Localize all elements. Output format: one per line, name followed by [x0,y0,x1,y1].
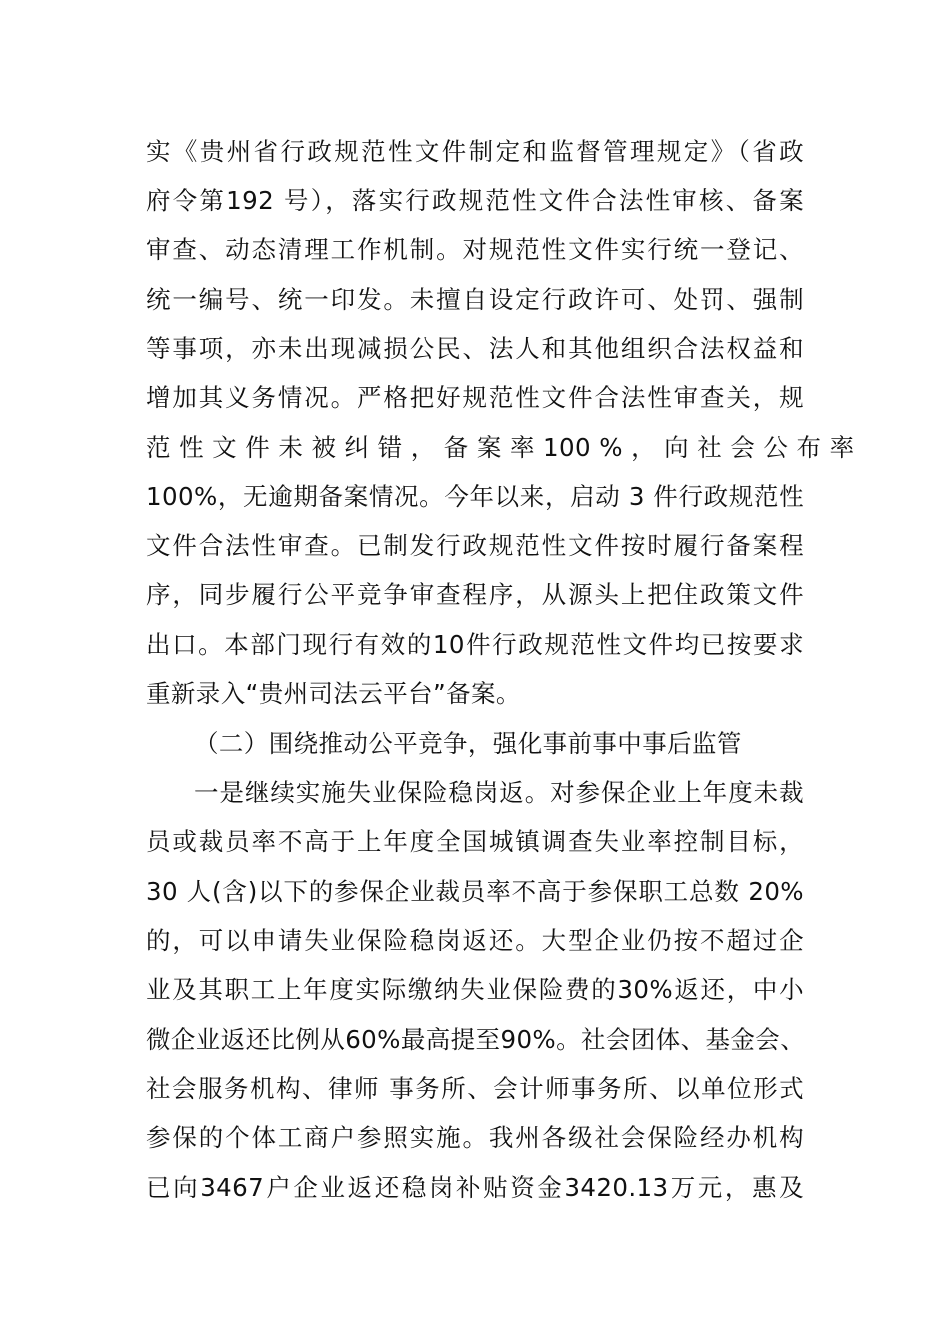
body-text-line: 府令第192 号），落实行政规范性文件合法性审核、备案 [146,186,804,215]
body-text-line: 社会服务机构、律师 事务所、会计师事务所、以单位形式 [146,1074,804,1103]
body-text-line: 审查、动态清理工作机制。对规范性文件实行统一登记、 [146,235,804,264]
body-text-line: 重新录入“贵州司法云平台”备案。 [146,679,521,708]
body-text-line: 序，同步履行公平竞争审查程序，从源头上把住政策文件 [146,580,804,609]
body-text-line: 等事项，亦未出现减损公民、法人和其他组织合法权益和 [146,334,804,363]
body-text-line: 增加其义务情况。严格把好规范性文件合法性审查关，规 [146,383,804,412]
body-text-line: 一是继续实施失业保险稳岗返。对参保企业上年度未裁 [194,778,804,807]
body-text-line: 微企业返还比例从60%最高提至90%。社会团体、基金会、 [146,1025,806,1054]
body-text-line: 已向3467户企业返还稳岗补贴资金3420.13万元，惠及 [146,1173,804,1202]
body-text-line: 的，可以申请失业保险稳岗返还。大型企业仍按不超过企 [146,926,804,955]
body-text-line: 业及其职工上年度实际缴纳失业保险费的30%返还，中小 [146,975,804,1004]
section-heading: （二）围绕推动公平竞争，强化事前事中事后监管 [194,729,742,758]
body-text-line: 员或裁员率不高于上年度全国城镇调查失业率控制目标， [146,827,804,856]
body-text-line: 范 性 文 件 未 被 纠 错 ， 备 案 率 100 % ， 向 社 会 公 布 率 [146,433,855,462]
body-text-line: 文件合法性审查。已制发行政规范性文件按时履行备案程 [146,531,804,560]
body-text-line: 实《贵州省行政规范性文件制定和监督管理规定》（省政 [146,137,804,166]
body-text-line: 参保的个体工商户参照实施。我州各级社会保险经办机构 [146,1123,804,1152]
body-text-line: 出口。本部门现行有效的10件行政规范性文件均已按要求 [146,630,804,659]
body-text-line: 统一编号、统一印发。未擅自设定行政许可、处罚、强制 [146,285,804,314]
body-text-line: 100%，无逾期备案情况。今年以来，启动 3 件行政规范性 [146,482,804,511]
body-text-line: 30 人(含)以下的参保企业裁员率不高于参保职工总数 20% [146,877,804,906]
